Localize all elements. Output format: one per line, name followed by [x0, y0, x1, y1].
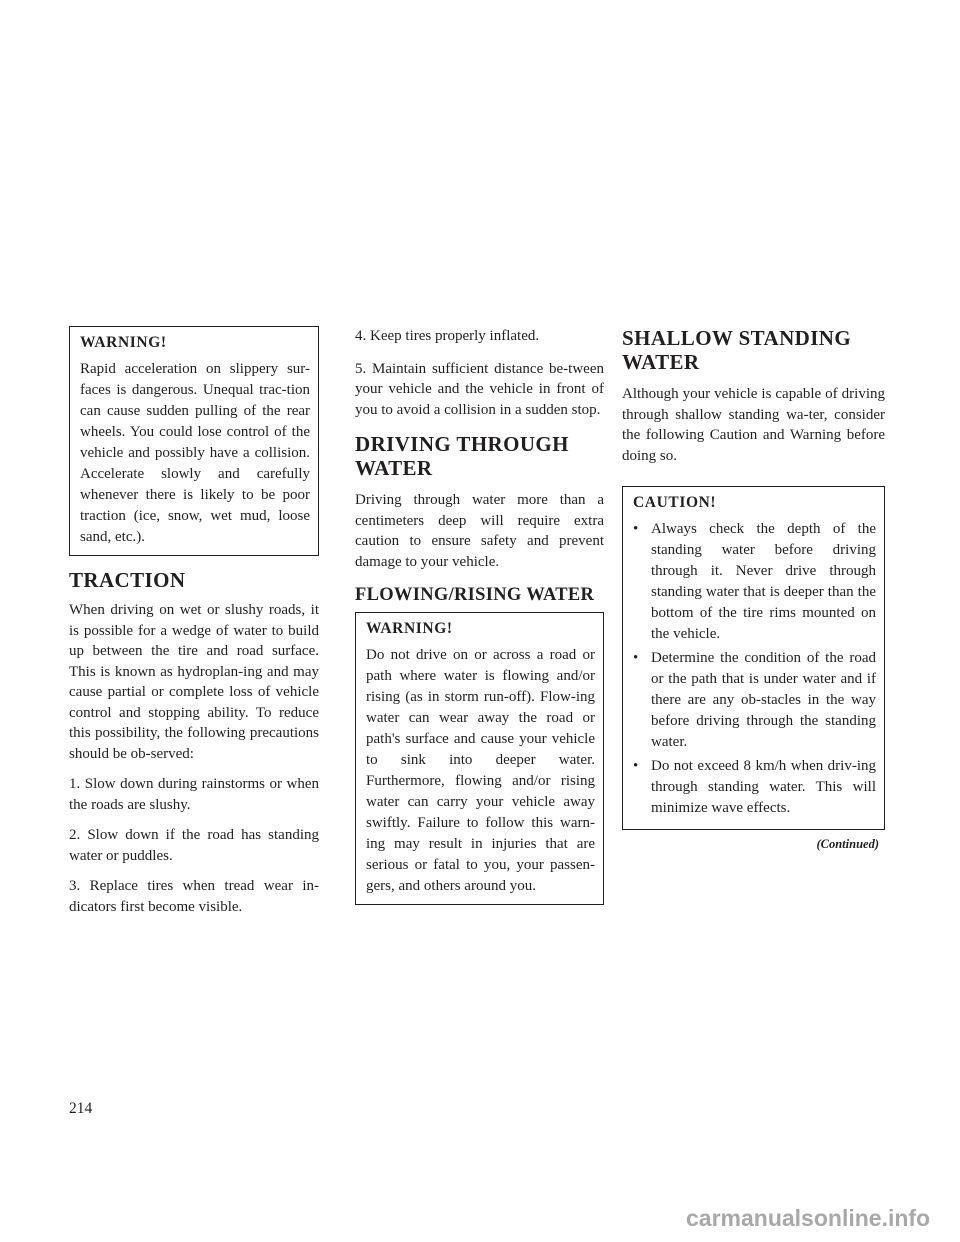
shallow-text: Although your vehicle is capable of driving through shallow standing wa-ter, consider the following Caution and Warning before doing so.	[622, 386, 885, 464]
warning-box-acceleration	[69, 326, 319, 556]
warning-text: Rapid acceleration on slippery sur-faces is dangerous. Unequal trac-tion can cause sudden pulling of the rear wheels. You could lose control of the vehicle and possibly have a collision. Accelerate slowly and carefully whenever there is likely to be poor traction (ice, snow, wet mud, loose sand, etc.).	[80, 361, 310, 545]
caution-title: CAUTION!	[633, 494, 717, 511]
step-4: 4. Keep tires properly inflated.	[355, 328, 540, 344]
shallow-heading	[622, 326, 885, 374]
caution-box	[622, 486, 885, 830]
column-left	[69, 326, 319, 927]
list-item: • Always check the depth of the standing water before driving through it. Never drive through standing water that is deeper than the bottom of the tire rims mounted on the vehicle.	[633, 521, 876, 642]
column-right	[622, 326, 885, 852]
driving-heading-line1: DRIVING THROUGH	[355, 432, 569, 456]
step-5: 5. Maintain sufficient distance be-tween your vehicle and the vehicle in front of you to avoid a collision in a sudden stop.	[355, 360, 604, 418]
flowing-heading: FLOWING/RISING WATER	[355, 585, 595, 605]
step-3: 3. Replace tires when tread wear in-dicators first become visible.	[69, 878, 319, 915]
list-item: • Do not exceed 8 km/h when driv-ing through standing water. This will minimize wave effects.	[633, 758, 876, 816]
bullet-icon: •	[633, 650, 639, 666]
list-item: • Determine the condition of the road or the path that is under water and if there are any ob-stacles in the way before driving through the standing water.	[633, 650, 876, 750]
warning-box-flowing	[355, 612, 604, 905]
warning-title: WARNING!	[366, 620, 453, 637]
warning-title: WARNING!	[80, 334, 167, 351]
column-middle	[355, 326, 604, 905]
continued-label: (Continued)	[816, 837, 879, 851]
shallow-heading-line2: WATER	[622, 350, 700, 374]
step-2: 2. Slow down if the road has standing water or puddles.	[69, 827, 319, 864]
driving-heading-line2: WATER	[355, 456, 433, 480]
step-1: 1. Slow down during rainstorms or when the roads are slushy.	[69, 776, 319, 813]
shallow-heading-line1: SHALLOW STANDING	[622, 326, 852, 350]
driving-text: Driving through water more than a centimeters deep will require extra caution to ensure safety and prevent damage to your vehicle.	[355, 492, 604, 570]
caution-list	[633, 519, 876, 819]
watermark: carmanualsonline.info	[686, 1205, 931, 1231]
traction-text: When driving on wet or slushy roads, it is possible for a wedge of water to build up between the tire and road surface. This is known as hydroplan-ing and may cause partial or complete loss of vehicle control and stopping ability. To reduce this possibility, the following precautions should be ob-served:	[69, 602, 319, 762]
driving-heading	[355, 432, 604, 480]
bullet-icon: •	[633, 521, 639, 537]
bullet-icon: •	[633, 758, 639, 774]
page-number: 214	[69, 1100, 93, 1117]
traction-heading: TRACTION	[69, 568, 186, 592]
warning-text: Do not drive on or across a road or path where water is flowing and/or rising (as in storm run-off). Flow-ing water can wear away the road or path's surface and cause your vehicle to sink into deeper water. Furthermore, flowing and/or rising water can carry your vehicle away swiftly. Failure to follow this warn-ing may result in injuries that are serious or fatal to you, your passen-gers, and others around you.	[366, 647, 595, 894]
